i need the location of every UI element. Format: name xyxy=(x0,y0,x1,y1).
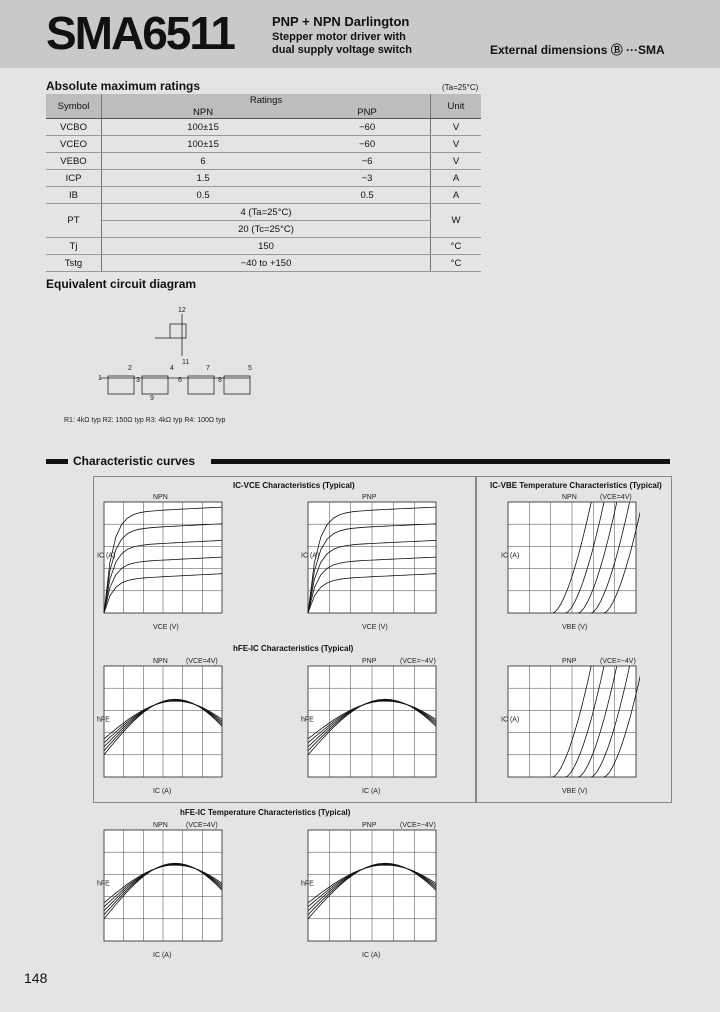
chart-variant-label: NPN xyxy=(562,494,577,501)
ic-vce-npn-chart xyxy=(96,490,226,635)
x-axis-label: IC (A) xyxy=(362,788,381,795)
table-row: Tstg −40 to +150 °C xyxy=(46,255,481,272)
ratings-title: Absolute maximum ratings xyxy=(46,79,201,93)
x-axis-label: VBE (V) xyxy=(562,624,588,631)
curves-title: Characteristic curves xyxy=(73,454,196,468)
x-axis-label: IC (A) xyxy=(153,952,172,959)
hfe-ic-temp-npn-chart xyxy=(96,818,226,963)
col-pnp: PNP xyxy=(304,106,430,119)
col-unit: Unit xyxy=(431,94,482,119)
chart-variant-label: PNP xyxy=(362,494,377,501)
y-axis-label: IC (A) xyxy=(301,552,320,560)
chart-title-hfe-ic-temp: hFE-IC Temperature Characteristics (Typical) xyxy=(180,808,351,817)
y-axis-label: hFE xyxy=(97,880,110,888)
chart-condition: (VCE=−4V) xyxy=(400,658,436,665)
chart-variant-label: NPN xyxy=(153,658,168,665)
chart-condition: (VCE=4V) xyxy=(600,494,632,501)
pin-label: 6 xyxy=(178,377,182,384)
table-row: Tj 150 °C xyxy=(46,238,481,255)
col-ratings: Ratings xyxy=(102,94,431,106)
ic-vce-pnp-chart xyxy=(300,490,440,635)
x-axis-label: IC (A) xyxy=(362,952,381,959)
table-row: 20 (Tc=25°C) xyxy=(46,221,481,238)
chart-title-ic-vbe: IC-VBE Temperature Characteristics (Typical) xyxy=(490,481,662,490)
chart-title-hfe-ic: hFE-IC Characteristics (Typical) xyxy=(233,644,354,653)
chart-condition: (VCE=−4V) xyxy=(600,658,636,665)
curves-title-bar xyxy=(46,455,670,469)
chart-condition: (VCE=4V) xyxy=(186,822,218,829)
chart-variant-label: PNP xyxy=(362,822,377,829)
device-type: PNP + NPN Darlington xyxy=(272,14,410,29)
chart-title-ic-vce: IC-VCE Characteristics (Typical) xyxy=(233,481,355,490)
page-number: 148 xyxy=(24,970,48,986)
x-axis-label: IC (A) xyxy=(153,788,172,795)
device-desc-1: Stepper motor driver with xyxy=(272,31,406,43)
y-axis-label: IC (A) xyxy=(97,552,116,560)
circuit-title: Equivalent circuit diagram xyxy=(46,277,197,291)
table-row: VCBO 100±15 −60 V xyxy=(46,119,481,136)
pin-label: 8 xyxy=(218,377,222,384)
hfe-ic-pnp-chart xyxy=(300,654,440,799)
pin-label: 11 xyxy=(182,359,190,366)
part-number: SMA6511 xyxy=(46,7,235,59)
chart-condition: (VCE=−4V) xyxy=(400,822,436,829)
pin-label: 2 xyxy=(128,365,132,372)
hfe-ic-npn-chart xyxy=(96,654,226,799)
pin-label: 3 xyxy=(136,377,140,384)
hfe-ic-temp-pnp-chart xyxy=(300,818,440,963)
ratings-table xyxy=(46,94,481,272)
chart-variant-label: NPN xyxy=(153,822,168,829)
y-axis-label: hFE xyxy=(97,716,110,724)
chart-variant-label: PNP xyxy=(562,658,577,665)
col-symbol: Symbol xyxy=(46,94,102,119)
table-row: ICP 1.5 −3 A xyxy=(46,170,481,187)
x-axis-label: VCE (V) xyxy=(153,624,179,631)
table-row: IB 0.5 0.5 A xyxy=(46,187,481,204)
external-dimensions: External dimensions Ⓑ ···SMA xyxy=(490,43,665,57)
device-desc-2: dual supply voltage switch xyxy=(272,44,412,56)
chart-condition: (VCE=4V) xyxy=(186,658,218,665)
ratings-condition: (Ta=25°C) xyxy=(442,83,479,92)
chart-variant-label: PNP xyxy=(362,658,377,665)
ic-vbe-pnp-chart xyxy=(500,654,640,799)
ic-vbe-npn-chart xyxy=(500,490,640,635)
pin-label: 4 xyxy=(170,365,174,372)
pin-label: 7 xyxy=(206,365,210,372)
col-npn: NPN xyxy=(102,106,305,119)
table-row: VCEO 100±15 −60 V xyxy=(46,136,481,153)
table-row: VEBO 6 −6 V xyxy=(46,153,481,170)
x-axis-label: VBE (V) xyxy=(562,788,588,795)
circuit-diagram xyxy=(60,296,300,436)
x-axis-label: VCE (V) xyxy=(362,624,388,631)
y-axis-label: IC (A) xyxy=(501,552,520,560)
table-row: PT 4 (Ta=25°C) W xyxy=(46,204,481,221)
pin-label: 12 xyxy=(178,307,186,314)
y-axis-label: hFE xyxy=(301,716,314,724)
component-values: R1: 4kΩ typ R2: 150Ω typ R3: 4kΩ typ R4: 100Ω typ xyxy=(64,417,226,424)
chart-variant-label: NPN xyxy=(153,494,168,501)
pin-label: 5 xyxy=(248,365,252,372)
y-axis-label: IC (A) xyxy=(501,716,520,724)
pin-label: 9 xyxy=(150,395,154,402)
pin-label: 1 xyxy=(98,375,102,382)
y-axis-label: hFE xyxy=(301,880,314,888)
